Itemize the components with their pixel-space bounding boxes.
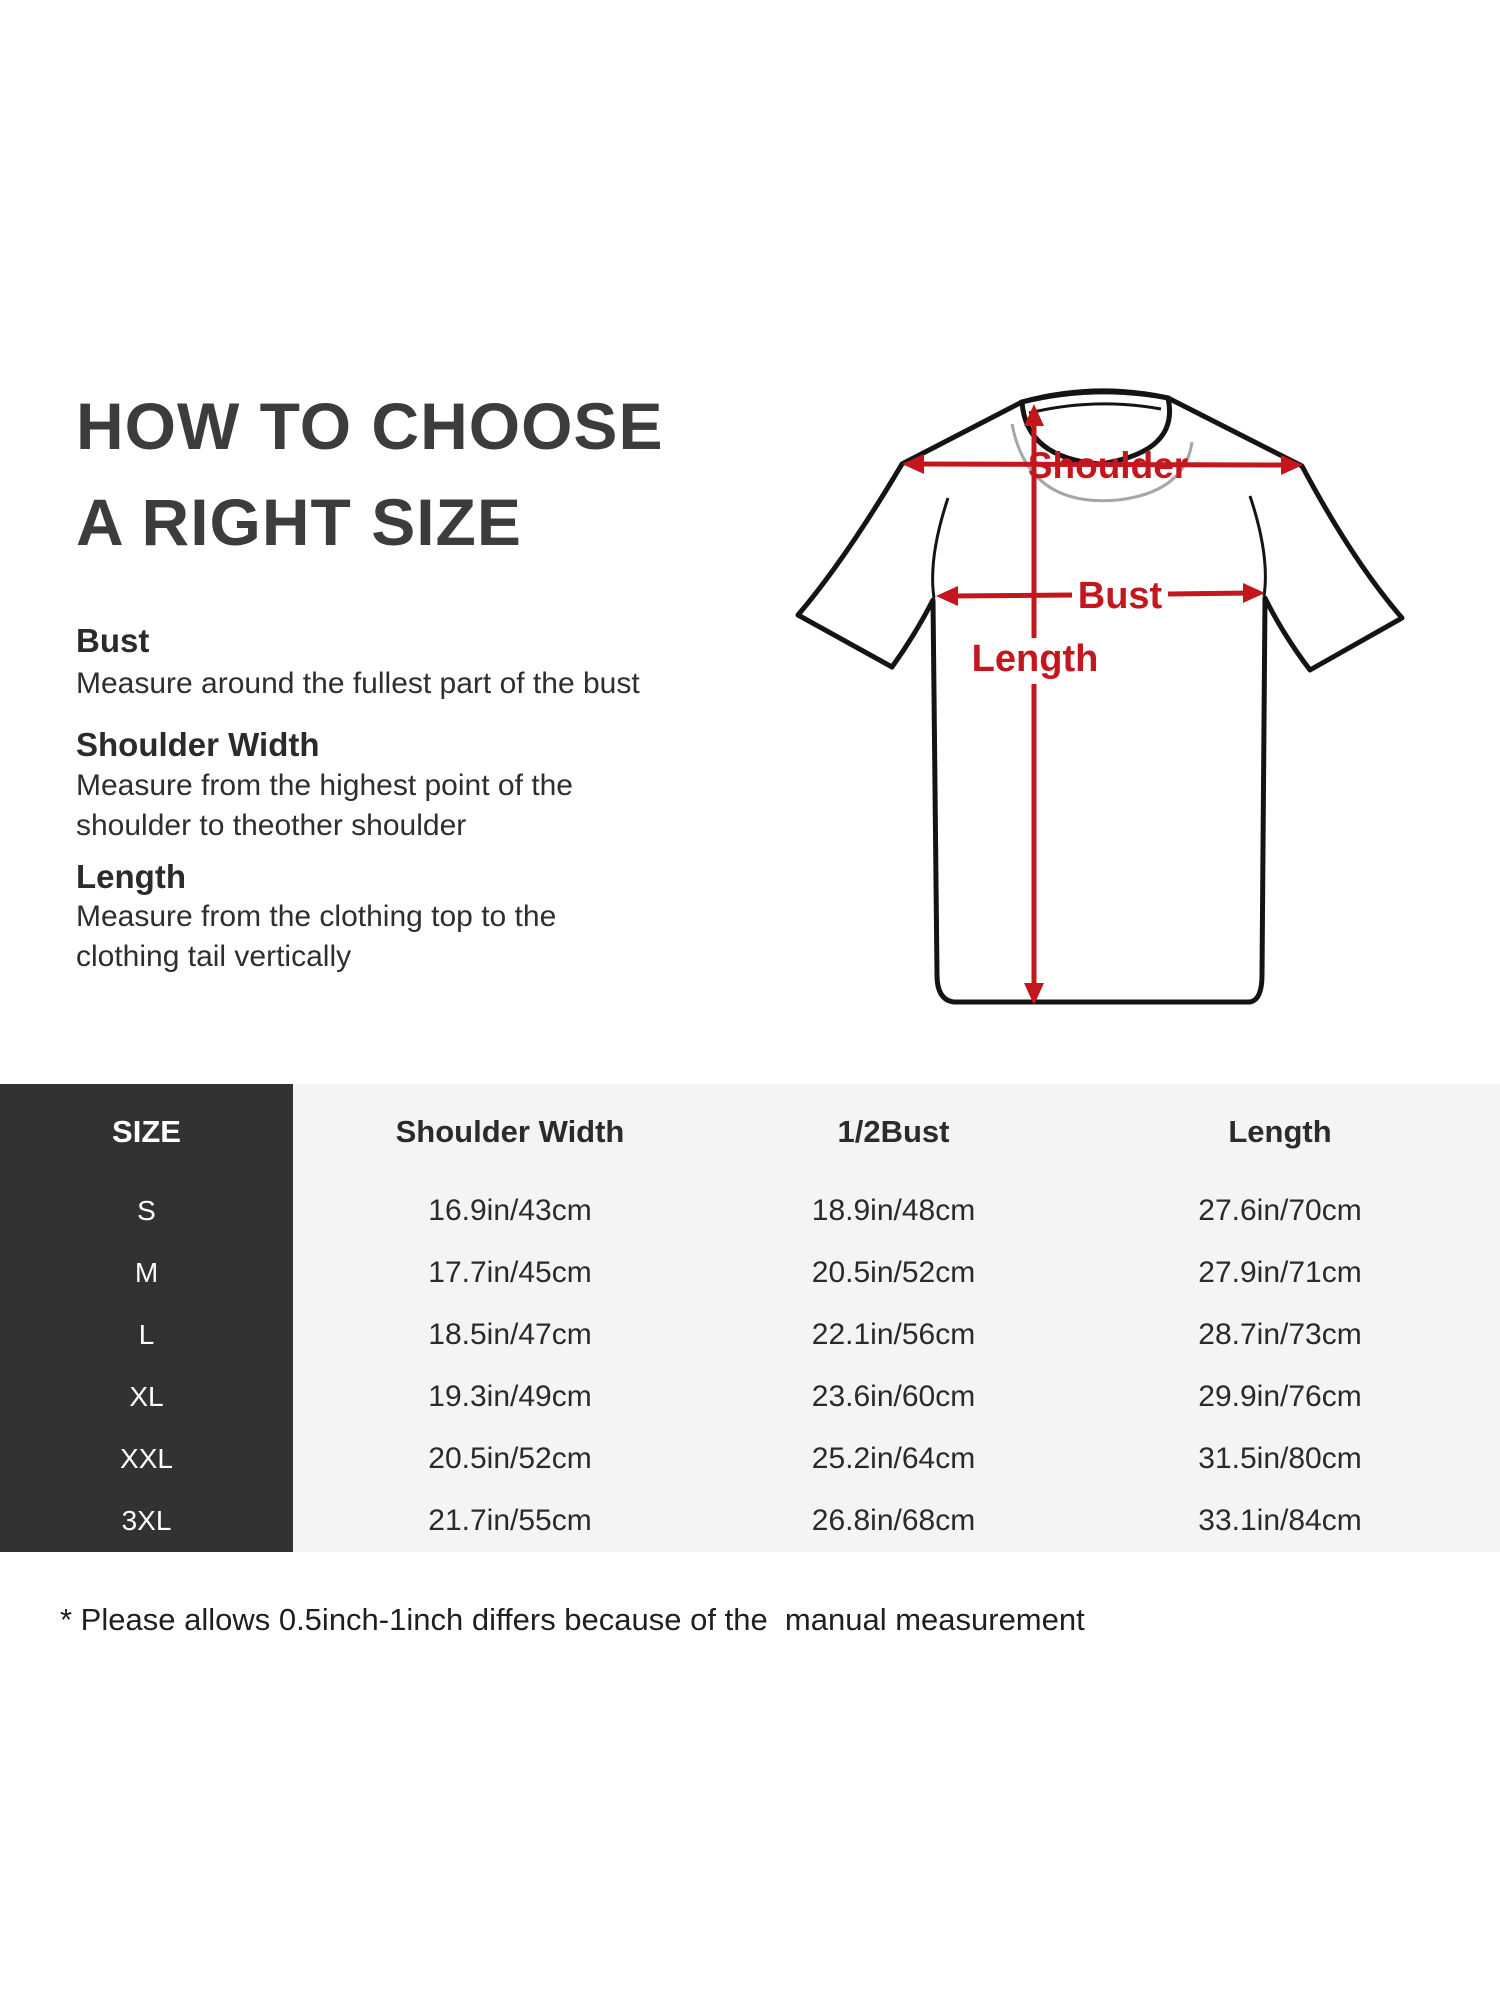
row-s-bust-value: 18.9in/48cm	[811, 1194, 976, 1227]
row-xxl-size-label: XXL	[120, 1443, 173, 1474]
bust-label: Bust	[1077, 575, 1163, 617]
row-l-bust-value: 22.1in/56cm	[811, 1318, 976, 1351]
measurement-disclaimer: * Please allows 0.5inch-1inch differs because of the manual measurement	[60, 1602, 1085, 1637]
table-header-half-bust: 1/2Bust	[837, 1114, 950, 1149]
tshirt-measurement-diagram	[760, 355, 1450, 1055]
row-xxl-shoulder-value: 20.5in/52cm	[428, 1442, 592, 1475]
row-xl-bust-value: 23.6in/60cm	[811, 1380, 976, 1413]
shoulder-label: Shoulder	[1027, 445, 1189, 486]
table-header-size: SIZE	[112, 1114, 181, 1149]
row-3xl-size-label: 3XL	[121, 1505, 172, 1536]
page-title-line-1: HOW TO CHOOSE	[76, 389, 664, 463]
row-m-shoulder-value: 17.7in/45cm	[428, 1256, 592, 1289]
row-l-shoulder-value: 18.5in/47cm	[428, 1318, 592, 1351]
row-s-shoulder-value: 16.9in/43cm	[428, 1194, 592, 1227]
row-s-length-value: 27.6in/70cm	[1198, 1194, 1362, 1227]
row-m-size-label: M	[134, 1257, 159, 1288]
length-heading: Length	[76, 858, 186, 895]
size-table	[0, 1084, 1500, 1552]
row-xxl-length-value: 31.5in/80cm	[1198, 1442, 1362, 1475]
table-header-length: Length	[1228, 1114, 1332, 1149]
shoulder-width-description-line-1: Measure from the highest point of the	[76, 769, 573, 802]
row-3xl-shoulder-value: 21.7in/55cm	[428, 1504, 592, 1537]
row-xxl-bust-value: 25.2in/64cm	[811, 1442, 976, 1475]
row-xl-length-value: 29.9in/76cm	[1198, 1380, 1362, 1413]
shoulder-width-description-line-2: shoulder to theother shoulder	[76, 809, 467, 842]
length-description-line-2: clothing tail vertically	[76, 940, 352, 973]
row-3xl-bust-value: 26.8in/68cm	[811, 1504, 976, 1537]
bust-arrow-line-right	[1168, 593, 1252, 594]
row-l-size-label: L	[138, 1319, 155, 1350]
row-m-length-value: 27.9in/71cm	[1198, 1256, 1362, 1289]
bust-heading: Bust	[76, 622, 150, 659]
bust-arrow-line-left	[950, 595, 1072, 596]
length-description-line-1: Measure from the clothing top to the	[76, 900, 557, 933]
row-m-bust-value: 20.5in/52cm	[811, 1256, 976, 1289]
bust-description: Measure around the fullest part of the bust	[76, 667, 640, 700]
size-table-grid	[0, 1084, 1500, 1552]
row-s-size-label: S	[137, 1195, 156, 1226]
row-3xl-length-value: 33.1in/84cm	[1198, 1504, 1362, 1537]
row-xl-size-label: XL	[129, 1381, 164, 1412]
page-title-line-2: A RIGHT SIZE	[76, 485, 522, 559]
row-l-length-value: 28.7in/73cm	[1198, 1318, 1362, 1351]
length-label: Length	[971, 638, 1099, 680]
shoulder-width-heading: Shoulder Width	[76, 726, 320, 763]
table-header-shoulder-width: Shoulder Width	[395, 1114, 625, 1149]
row-xl-shoulder-value: 19.3in/49cm	[428, 1380, 592, 1413]
